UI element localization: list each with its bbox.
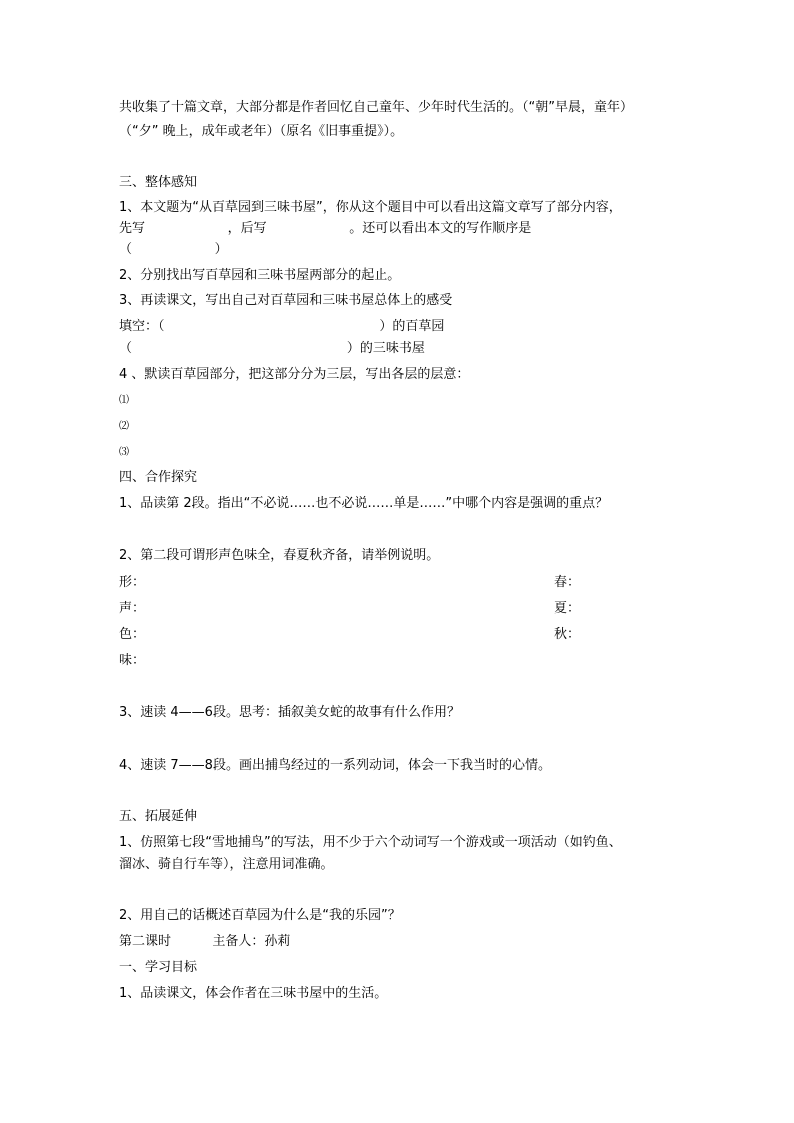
s5-q1-line-1: 1、仿照第七段“雪地捕鸟”的写法，用不少于六个动词写一个游戏或一项活动（如钓鱼、 [119,835,622,850]
lesson-2-title: 第二课时 主备人：孙莉 [119,934,291,949]
layer-2-label: ⑵ [119,421,129,432]
label-color: 色： [119,627,146,642]
lesson-2-goal-1: 1、品读课文，体会作者在三味书屋中的生活。 [119,986,388,1001]
layer-1-label: ⑴ [119,395,129,406]
label-shape: 形： [119,575,146,590]
s3-q4: 4 、默读百草园部分，把这部分分为三层，写出各层的层意： [119,367,470,382]
section-4-heading: 四、合作探究 [119,470,198,485]
intro-line-1: 共收集了十篇文章，大部分都是作者回忆自己童年、少年时代生活的。（“朝”早晨，童年） [119,100,633,115]
s5-q2: 2、用自己的话概述百草园为什么是“我的乐园”？ [119,908,401,923]
label-summer: 夏： [554,601,581,616]
s3-q1-line-2: 先写 ，后写 。还可以看出本文的写作顺序是 [119,221,532,236]
s3-q1-line-1: 1、本文题为“从百草园到三味书屋”，你从这个题目中可以看出这篇文章写了部分内容， [119,200,622,215]
label-sound: 声： [119,601,146,616]
lesson-2-heading: 一、学习目标 [119,960,198,975]
s3-q2: 2、分别找出写百草园和三味书屋两部分的起止。 [119,268,401,283]
s4-q4: 4、速读 7——8段。画出捕鸟经过的一系列动词，体会一下我当时的心情。 [119,758,551,773]
s3-q3-fill-1: 填空：（ ）的百草园 [119,319,445,334]
layer-3-label: ⑶ [119,447,129,458]
s3-q3: 3、再读课文，写出自己对百草园和三味书屋总体上的感受 [119,293,453,308]
s3-q1-line-3: （ ） [119,242,228,257]
section-3-heading: 三、整体感知 [119,175,198,190]
s4-q3: 3、速读 4——6段。思考：插叙美女蛇的故事有什么作用？ [119,705,460,720]
label-spring: 春： [554,575,581,590]
s4-q1: 1、品读第 2段。指出“不必说……也不必说……单是……”中哪个内容是强调的重点？ [119,496,609,511]
section-5-heading: 五、拓展延伸 [119,809,198,824]
s4-q2: 2、第二段可谓形声色味全，春夏秋齐备，请举例说明。 [119,548,440,563]
s3-q3-fill-2: （ ）的三味书屋 [119,341,425,356]
label-taste: 味： [119,653,146,668]
label-autumn: 秋： [554,627,581,642]
s5-q1-line-2: 溜冰、骑自行车等），注意用词准确。 [119,857,334,872]
intro-line-2: （“夕” 晚上，成年或老年）（原名《旧事重提》）。 [119,124,404,139]
